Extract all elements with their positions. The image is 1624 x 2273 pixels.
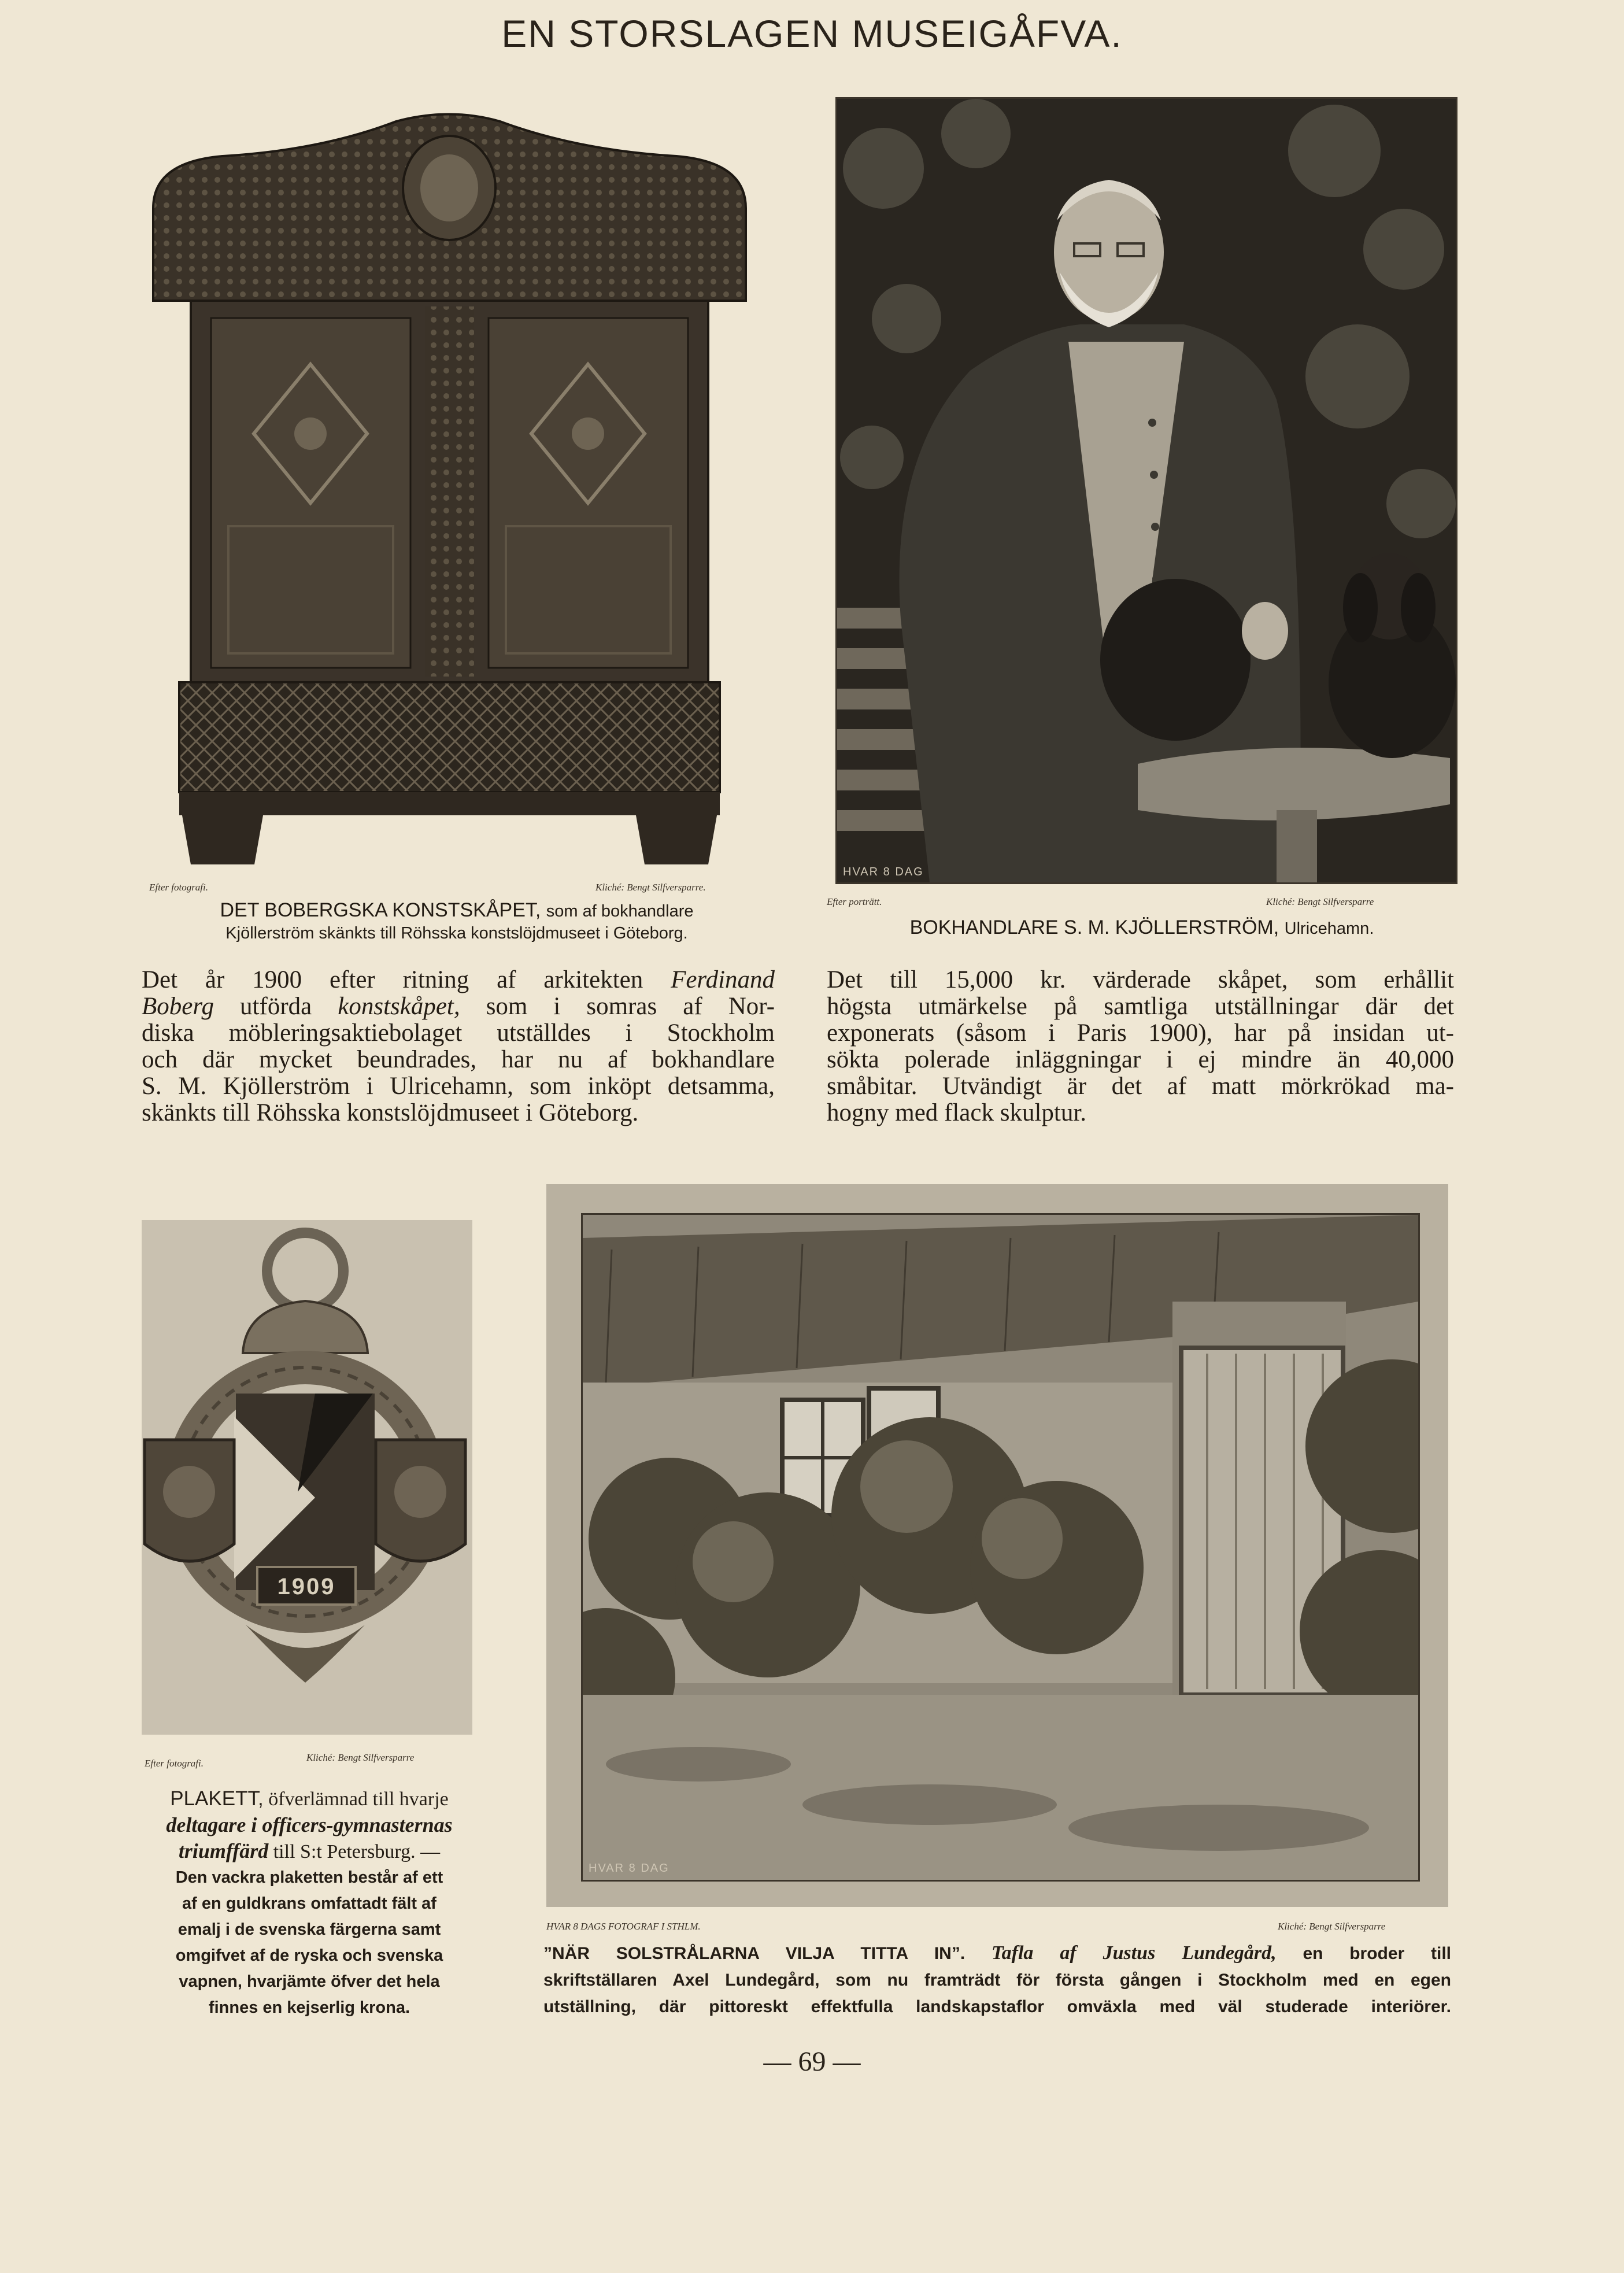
plaque-year: 1909	[277, 1574, 336, 1599]
portrait-watermark: HVAR 8 DAG	[843, 866, 924, 878]
article-left-line1: Det år 1900 efter ritning af arkitekten Ferdinand	[142, 966, 775, 993]
article-right-line4: sökta polerade inläggningar i ej mindre än 40,000	[827, 1046, 1454, 1073]
painting-photo	[581, 1213, 1420, 1882]
article-right-line3: exponerats (såsom i Paris 1900), har på insidan ut-	[827, 1019, 1454, 1047]
portrait-photo	[835, 97, 1457, 884]
painting-photo-credit: HVAR 8 DAGS FOTOGRAF I STHLM.	[546, 1921, 701, 1932]
cabinet-illustration	[147, 110, 752, 873]
plaque-caption-line4: Den vackra plaketten består af ett	[175, 1868, 443, 1887]
painting-caption-line3: utställning, där pittoreskt effektfulla landskapstaflor omväxla med väl studerade interiörer.	[543, 1997, 1451, 2016]
portrait-caption	[821, 916, 1463, 940]
plaque-caption-line6: emalj i de svenska färgerna samt	[177, 1920, 441, 1939]
plaque-caption-line3: triumffärd till S:t Petersburg. —	[178, 1839, 441, 1862]
plaque-photo-credit: Efter fotografi.	[145, 1758, 204, 1769]
painting-caption	[543, 1940, 1451, 2020]
article-right-line2: högsta utmärkelse på samtliga utställningar där det	[827, 993, 1454, 1020]
plaque-caption-line9: finnes en kejserlig krona.	[208, 1998, 410, 2017]
article-right-line6: hogny med flack skulptur.	[827, 1099, 1087, 1126]
article-left-line3: diska möbleringsaktiebolaget utställdes i Stockholm	[142, 1019, 775, 1047]
article-right-line5: småbitar. Utvändigt är det af matt mörkrökad ma-	[827, 1073, 1454, 1100]
article-left	[142, 967, 775, 1126]
plaque-caption-line5: af en guldkrans omfattadt fält af	[182, 1894, 436, 1913]
painting-cliche-credit: Kliché: Bengt Silfversparre	[1278, 1921, 1386, 1932]
article-left-line5: S. M. Kjöllerström i Ulricehamn, som inköpt detsamma,	[142, 1073, 775, 1100]
portrait-cliche-credit: Kliché: Bengt Silfversparre	[1266, 896, 1374, 907]
article-right-line1: Det till 15,000 kr. värderade skåpet, som erhållit	[827, 966, 1454, 993]
article-left-line2: Boberg utförda konstskåpet, som i somras af Nor-	[142, 993, 775, 1020]
cabinet-photo	[147, 110, 752, 873]
painting-watermark: HVAR 8 DAG	[589, 1862, 669, 1875]
plaque-photo	[142, 1220, 472, 1735]
plaque-caption-line8: vapnen, hvarjämte öfver det hela	[179, 1972, 440, 1991]
page-title: EN STORSLAGEN MUSEIGÅFVA.	[501, 12, 1123, 55]
plaque-caption-line2: deltagare i officers-gymnasternas	[166, 1813, 453, 1836]
cabinet-caption-line2: Kjöllerström skänkts till Röhsska konstslöjdmuseet i Göteborg.	[225, 924, 688, 943]
portrait-photo-credit: Efter porträtt.	[827, 896, 882, 907]
plaque-caption	[139, 1786, 480, 2021]
cabinet-cliche-credit: Kliché: Bengt Silfversparre.	[595, 882, 706, 893]
plaque-cliche-credit: Kliché: Bengt Silfversparre	[306, 1752, 415, 1763]
painting-caption-line2: skriftställaren Axel Lundegård, som nu framträdt för första gången i Stockholm med en egen	[543, 1971, 1451, 1990]
plaque-caption-line1: PLAKETT, öfverlämnad till hvarje	[170, 1787, 449, 1810]
plaque-illustration	[142, 1220, 472, 1735]
portrait-illustration	[837, 99, 1456, 882]
painting-caption-line1: ”NÄR SOLSTRÅLARNA VILJA TITTA IN”. Tafla af Justus Lundegård, en broder till	[543, 1942, 1452, 1964]
page-number: — 69 —	[763, 2046, 861, 2077]
painting-illustration	[583, 1215, 1418, 1880]
article-right	[827, 967, 1454, 1126]
portrait-caption-name: BOKHANDLARE S. M. KJÖLLERSTRÖM,	[909, 916, 1279, 938]
portrait-caption-place: Ulricehamn.	[1284, 919, 1374, 938]
cabinet-caption-title: DET BOBERGSKA KONSTSKÅPET,	[220, 899, 541, 921]
cabinet-photo-credit: Efter fotografi.	[149, 882, 208, 893]
cabinet-caption-rest: som af bokhandlare	[546, 902, 694, 921]
plaque-caption-line7: omgifvet af de ryska och svenska	[175, 1946, 443, 1965]
painting-frame	[546, 1184, 1448, 1907]
cabinet-caption	[133, 899, 780, 944]
article-left-line6: skänkts till Röhsska konstslöjdmuseet i Göteborg.	[142, 1099, 639, 1126]
article-left-line4: och där mycket beundrades, har nu af bokhandlare	[142, 1046, 775, 1073]
